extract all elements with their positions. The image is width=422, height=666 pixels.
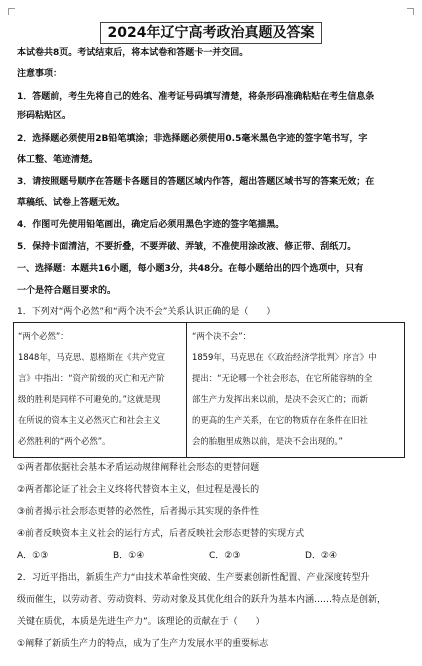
table-cell-left: 必然胜利的“两个必然”。 bbox=[18, 436, 111, 446]
page-corner-mark bbox=[8, 8, 15, 15]
notice-line: 4．作图可先使用铅笔画出，确定后必须用黑色字迹的签字笔描黑。 bbox=[17, 220, 285, 230]
table-cell-left: 在所说的资本主义必然灭亡和社会主义 bbox=[18, 415, 161, 425]
option-b: B．①④ bbox=[113, 551, 145, 561]
table-cell-right: 的更高的生产关系，在它的物质存在条件在旧社 bbox=[192, 415, 368, 425]
intro-text: 本试卷共8页。考试结束后，将本试卷和答题卡一并交回。 bbox=[17, 48, 249, 58]
statement: ③前者揭示社会形态更替的必然性，后者揭示其实现的条件性 bbox=[17, 507, 260, 517]
notice-line: 2．选择题必须使用2B铅笔填涂；非选择题必须使用0.5毫米黑色字迹的签字笔书写，字 bbox=[17, 134, 368, 144]
notice-line: 5．保持卡面清洁，不要折叠，不要弄破、弄皱，不准使用涂改液、修正带、刮纸刀。 bbox=[17, 242, 357, 252]
notice-heading: 注意事项： bbox=[17, 69, 63, 79]
table-cell-right: “两个决不会”： bbox=[192, 331, 251, 341]
question-2-line: 关键在质优，本质是先进生产力”。该理论的贡献在于（ ） bbox=[17, 617, 265, 627]
notice-line: 形码粘贴区。 bbox=[17, 111, 72, 121]
option-a: A．①③ bbox=[17, 551, 49, 561]
question-1-table bbox=[13, 322, 405, 458]
notice-line: 草稿纸、试卷上答题无效。 bbox=[17, 198, 126, 208]
notice-line: 3．请按照题号顺序在答题卡各题目的答题区域内作答，超出答题区域书写的答案无效；在 bbox=[17, 177, 375, 187]
question-1-options bbox=[17, 546, 407, 567]
section-heading: 一个是符合题目要求的。 bbox=[17, 286, 117, 296]
statement: ②两者都论证了社会主义终将代替资本主义，但过程是漫长的 bbox=[17, 485, 260, 495]
table-cell-right: 会的胎胞里成熟以前，是决不会出现的。” bbox=[192, 436, 343, 446]
statement: ①两者都依据社会基本矛盾运动规律阐释社会形态的更替问题 bbox=[17, 463, 260, 473]
table-cell-right: 1859年，马克思在《〈政治经济学批判〉序言》中 bbox=[192, 352, 377, 362]
table-divider bbox=[186, 323, 187, 457]
table-cell-left: “两个必然”： bbox=[18, 331, 69, 341]
page-corner-mark bbox=[407, 8, 414, 15]
section-heading: 一、选择题：本题共16小题，每小题3分，共48分。在每小题给出的四个选项中，只有 bbox=[17, 264, 364, 274]
document-title: 2024年辽宁高考政治真题及答案 bbox=[100, 22, 322, 44]
question-1-stem: 1．下列对“两个必然”和“两个决不会”关系认识正确的是（ ） bbox=[17, 307, 276, 317]
question-2-line: ①阐释了新质生产力的特点，成为了生产力发展水平的重要标志 bbox=[17, 639, 269, 649]
question-2-line: 2．习近平指出，新质生产力“由技术革命性突破、生产要素创新性配置、产业深度转型升 bbox=[17, 573, 370, 583]
notice-line: 体工整、笔迹清楚。 bbox=[17, 155, 99, 165]
table-cell-right: 提出：“无论哪一个社会形态，在它所能容纳的全 bbox=[192, 373, 373, 383]
table-cell-left: 言》中指出：“资产阶级的灭亡和无产阶 bbox=[18, 373, 165, 383]
question-2-line: 级而催生，以劳动者、劳动资料、劳动对象及其优化组合的跃升为基本内涵……特点是创新， bbox=[17, 595, 387, 605]
table-cell-left: 1848年，马克思、恩格斯在《共产党宣 bbox=[18, 352, 165, 362]
table-cell-left: 级的胜利是同样不可避免的。”这就是现 bbox=[18, 394, 161, 404]
statement: ④前者反映资本主义社会的运行方式，后者反映社会形态更替的实现方式 bbox=[17, 529, 305, 539]
option-d: D．②④ bbox=[305, 551, 338, 561]
table-cell-right: 部生产力发挥出来以前，是决不会灭亡的；而新 bbox=[192, 394, 368, 404]
notice-line: 1．答题前，考生先将自己的姓名、准考证号码填写清楚，将条形码准确粘贴在考生信息条 bbox=[17, 92, 375, 102]
option-c: C．②③ bbox=[209, 551, 241, 561]
